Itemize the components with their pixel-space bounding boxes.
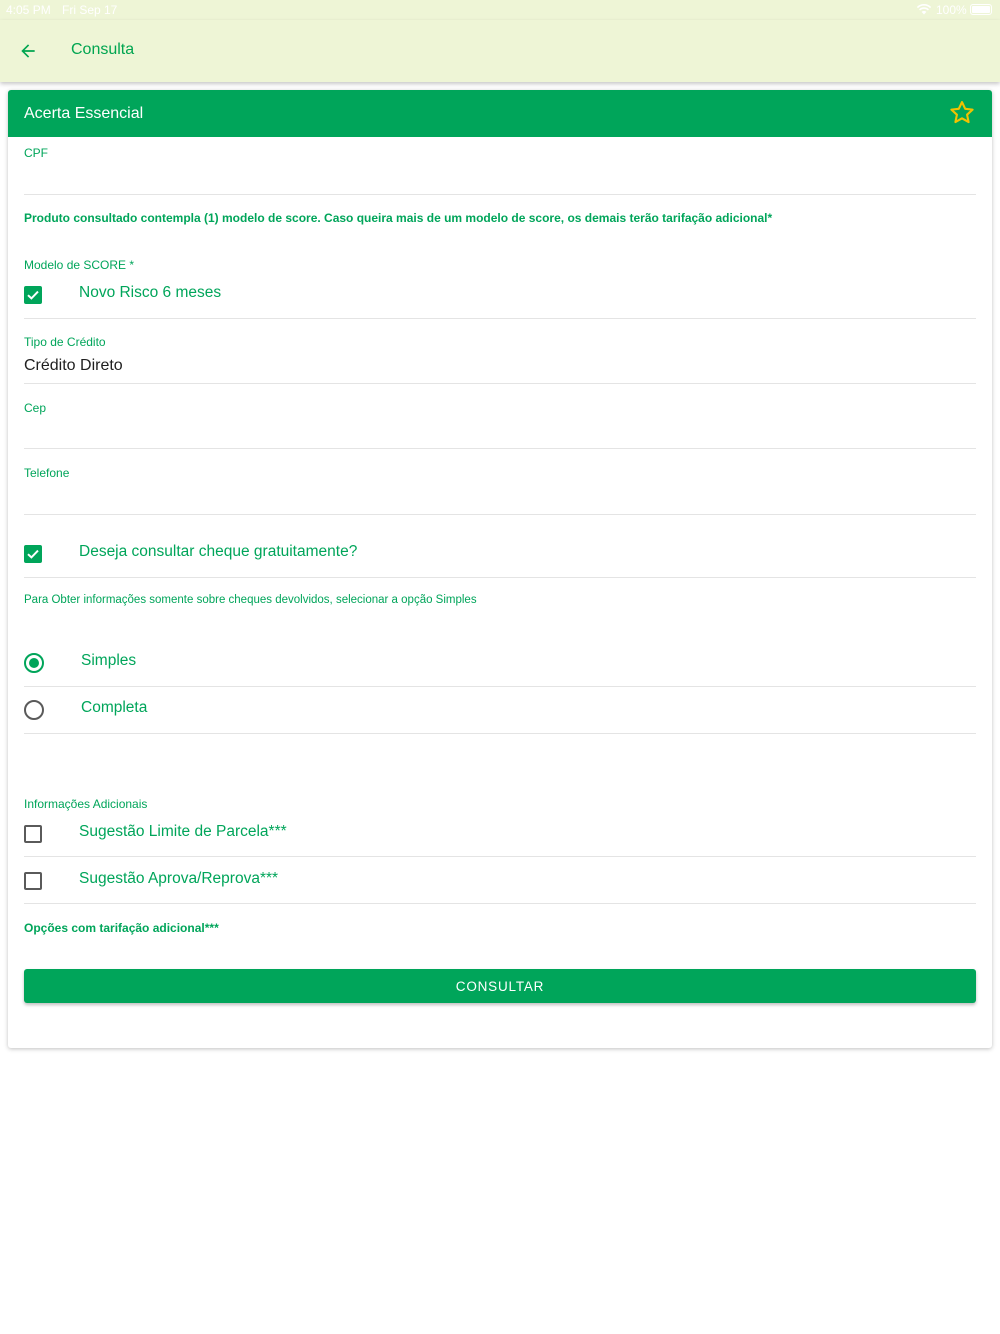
divider bbox=[24, 383, 976, 384]
phone-label: Telefone bbox=[24, 466, 70, 480]
divider bbox=[24, 194, 976, 195]
divider bbox=[24, 514, 976, 515]
score-model-label: Modelo de SCORE * bbox=[24, 258, 135, 272]
aprova-reprova-checkbox[interactable] bbox=[24, 872, 42, 890]
divider bbox=[24, 318, 976, 319]
status-time: 4:05 PM bbox=[6, 3, 51, 17]
wifi-icon bbox=[916, 3, 932, 15]
app-bar bbox=[0, 20, 1000, 82]
divider bbox=[24, 448, 976, 449]
star-icon[interactable] bbox=[948, 99, 976, 127]
back-button[interactable] bbox=[14, 37, 42, 65]
card-title: Acerta Essencial bbox=[24, 105, 144, 122]
phone-input[interactable] bbox=[24, 484, 976, 512]
consultar-button[interactable]: CONSULTAR bbox=[24, 969, 976, 1003]
cheque-note: Para Obter informações somente sobre cheques devolvidos, selecionar a opção Simples bbox=[24, 594, 477, 606]
credit-type-value: Crédito Direto bbox=[24, 357, 123, 374]
divider bbox=[24, 686, 976, 687]
radio-simples[interactable] bbox=[24, 653, 44, 673]
cheque-label[interactable]: Deseja consultar cheque gratuitamente? bbox=[79, 543, 358, 560]
cpf-label: CPF bbox=[24, 146, 48, 160]
battery-icon bbox=[970, 4, 992, 15]
divider bbox=[24, 577, 976, 578]
credit-type-label: Tipo de Crédito bbox=[24, 335, 106, 349]
card-header bbox=[8, 90, 992, 137]
status-bar bbox=[0, 0, 1000, 20]
radio-completa-label[interactable]: Completa bbox=[81, 699, 148, 716]
check-icon bbox=[24, 286, 42, 304]
cep-input[interactable] bbox=[24, 419, 976, 447]
cep-label: Cep bbox=[24, 401, 47, 415]
status-date: Fri Sep 17 bbox=[62, 3, 118, 17]
page-title: Consulta bbox=[71, 41, 135, 58]
score-model-option-label[interactable]: Novo Risco 6 meses bbox=[79, 284, 222, 301]
divider bbox=[24, 733, 976, 734]
radio-completa[interactable] bbox=[24, 700, 44, 720]
additional-info-label: Informações Adicionais bbox=[24, 797, 148, 811]
score-model-checkbox[interactable] bbox=[24, 286, 42, 304]
score-note: Produto consultado contempla (1) modelo de score. Caso queira mais de um modelo de score, os demais terão tarifação adicional* bbox=[24, 211, 773, 225]
credit-type-select[interactable] bbox=[24, 357, 976, 381]
limite-parcela-label[interactable]: Sugestão Limite de Parcela*** bbox=[79, 823, 287, 840]
arrow-left-icon bbox=[18, 41, 38, 61]
cpf-input[interactable] bbox=[24, 164, 976, 192]
divider bbox=[24, 903, 976, 904]
limite-parcela-checkbox[interactable] bbox=[24, 825, 42, 843]
consulta-card bbox=[8, 90, 992, 1048]
aprova-reprova-label[interactable]: Sugestão Aprova/Reprova*** bbox=[79, 870, 279, 887]
check-icon bbox=[24, 545, 42, 563]
battery-percent: 100% bbox=[936, 3, 967, 17]
cheque-checkbox[interactable] bbox=[24, 545, 42, 563]
additional-note: Opções com tarifação adicional*** bbox=[24, 921, 219, 935]
divider bbox=[24, 856, 976, 857]
radio-simples-label[interactable]: Simples bbox=[81, 652, 137, 669]
